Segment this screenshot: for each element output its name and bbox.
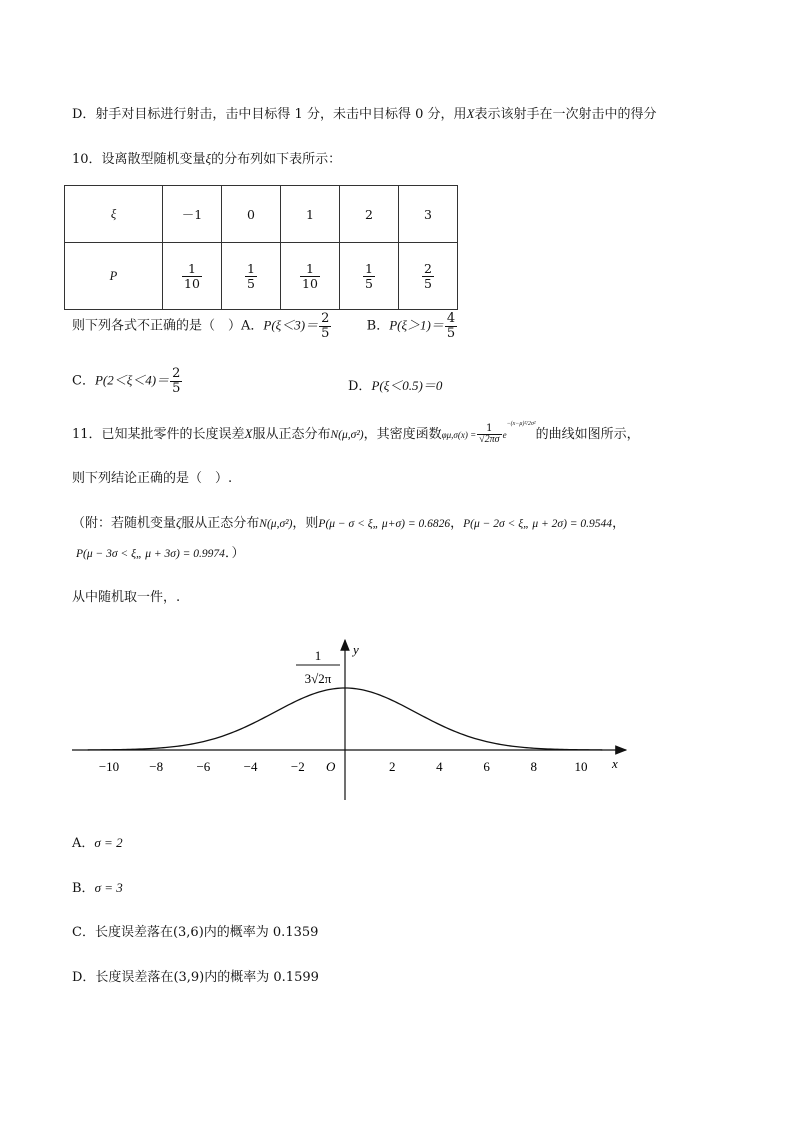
q11-note-line1 [72,512,625,531]
q10-option-c-label: C． [72,373,95,389]
frac-num: 4 [446,311,456,326]
frac-num: 2 [172,366,181,381]
q10-question: 则下列各式不正确的是（ ） [72,318,242,334]
q11-note-dist: N(μ,σ²) [259,518,293,530]
x-tick-label: 10 [574,759,588,774]
q11-note-end2: ．） [224,546,245,561]
option-d-tail: 表示该射手在一次射击中的得分 [474,107,657,122]
q11-stem-dist: N(μ,σ²) [330,429,364,441]
q11-stem-line2 [72,467,232,486]
q11-option-a-expr: σ = 2 [94,835,123,850]
q11-note-sep: ， [450,516,464,531]
density-exp: −(x−μ)²/2σ² [506,420,536,427]
frac-den: 5 [321,325,330,341]
prev-question-option-d [72,103,656,122]
x-axis-label: x [612,756,618,771]
q11-note-p1: P(μ − σ < ξ„ μ+σ) = 0.6826 [318,518,451,530]
table-cell [399,243,458,310]
table-head-p: P [65,243,163,310]
q11-note-line2 [76,542,244,561]
q11-option-c-1: C．长度误差落在 [72,925,173,940]
frac-num: 1 [477,424,501,436]
frac-num: 1 [365,261,373,277]
q11-option-d-1: D．长度误差落在 [72,970,174,985]
q10-question-line [72,312,458,340]
q10-stem [72,148,341,167]
frac-den: 10 [302,275,318,291]
frac-num: 2 [424,261,432,277]
q11-option-c [72,921,318,940]
q11-note-2: 服从正态分布 [181,516,260,531]
q10-stem-pre: 10．设离散型随机变量 [72,152,206,167]
q11-stem-line1 [72,420,640,446]
frac-num: 1 [300,262,320,276]
q11-option-d-int: (3,9) [173,970,205,985]
x-tick-label: 8 [530,759,538,774]
q11-extra-line [72,586,180,605]
option-d-text: D．射手对目标进行射击，击中目标得 1 分，未击中目标得 0 分，用 [72,107,467,122]
q11-note-p2: P(μ − 2σ < ξ„ μ + 2σ) = 0.9544 [463,518,613,530]
table-cell [163,243,222,310]
q10-stem-var: ξ [205,151,212,166]
frac-num: 1 [182,262,202,276]
table-cell [281,243,340,310]
density-e: e [502,430,507,440]
q11-option-b-label: B． [72,881,95,896]
q11-option-b-expr: σ = 3 [94,880,123,895]
q10-option-b-expr: P(ξ＞1)＝ [389,317,444,333]
variable-x: X [466,106,475,121]
q10-option-a-label: A． [241,318,264,334]
q11-option-d [72,966,319,985]
frac-num: 1 [247,261,255,277]
q11-note-p3: P(μ − 3σ < ξ„ μ + 3σ) = 0.9974 [76,548,225,560]
distribution-table [64,185,458,310]
q10-option-d-label: D． [348,379,372,394]
table-cell: 1 [281,186,340,243]
q11-stem-var: X [244,426,253,441]
table-cell [222,243,281,310]
q11-note-1: （附：若随机变量 [72,516,177,531]
q11-stem-1: 11．已知某批零件的长度误差 [72,427,245,442]
peak-label-den: 3√2π [304,671,332,686]
table-cell: 2 [340,186,399,243]
table-cell: 3 [399,186,458,243]
q10-option-b-label: B． [366,318,390,334]
frac-den: 5 [424,275,432,291]
x-tick-label: −10 [98,759,120,774]
table-row [65,243,458,310]
q10-option-c-expr: P(2＜ξ＜4)＝ [94,372,170,388]
q10-option-c [72,367,183,395]
normal-curve-graph [60,630,640,810]
frac-den: 5 [446,325,456,341]
table-row [65,186,458,243]
x-tick-label: 6 [483,759,490,774]
q11-option-d-2: 内的概率为 0.1599 [204,970,319,985]
frac-den: 5 [365,275,373,291]
x-tick-labels [99,759,588,774]
y-axis-label: y [353,642,359,657]
q10-stem-post: 的分布列如下表所示： [211,152,342,167]
q10-option-d-expr: P(ξ＜0.5)＝0 [371,378,443,393]
q11-extra-text: 从中随机取一件，. [72,590,181,605]
q11-stem-4: 的曲线如图所示， [535,427,640,442]
origin-label: O [326,759,336,774]
table-cell: －1 [163,186,222,243]
frac-den: 5 [247,275,255,291]
q11-stem-2: 服从正态分布 [252,427,331,442]
q11-option-b [72,877,123,896]
x-tick-label: −6 [196,759,211,774]
table-head-xi: ξ [65,186,163,243]
frac-den: √2πσ [479,434,500,445]
q10-option-d [348,375,442,394]
x-tick-label: 2 [388,759,396,774]
q11-option-c-2: 内的概率为 0.1359 [203,925,319,940]
q10-option-a-expr: P(ξ＜3)＝ [263,317,319,333]
table-cell [340,243,399,310]
frac-num: 2 [321,311,330,326]
table-cell: 0 [222,186,281,243]
x-tick-label: −2 [290,759,305,774]
q11-option-a-label: A． [72,836,95,851]
density-lhs: φμ,σ(x) = [441,430,477,440]
x-tick-label: −4 [243,759,258,774]
frac-den: 10 [184,275,200,291]
q11-option-a [72,832,123,851]
frac-den: 5 [172,380,181,396]
q11-option-c-int: (3,6) [172,925,204,940]
q11-note-3: ，则 [292,516,319,531]
x-tick-label: 4 [436,759,443,774]
q11-stem-3: ，其密度函数 [363,427,442,442]
q11-note-var: ζ [176,515,182,530]
q11-note-end1: ， [612,516,626,531]
q11-stem-5: 则下列结论正确的是（ ）. [72,471,233,486]
x-tick-label: −8 [149,759,164,774]
peak-label-num: 1 [314,648,322,663]
